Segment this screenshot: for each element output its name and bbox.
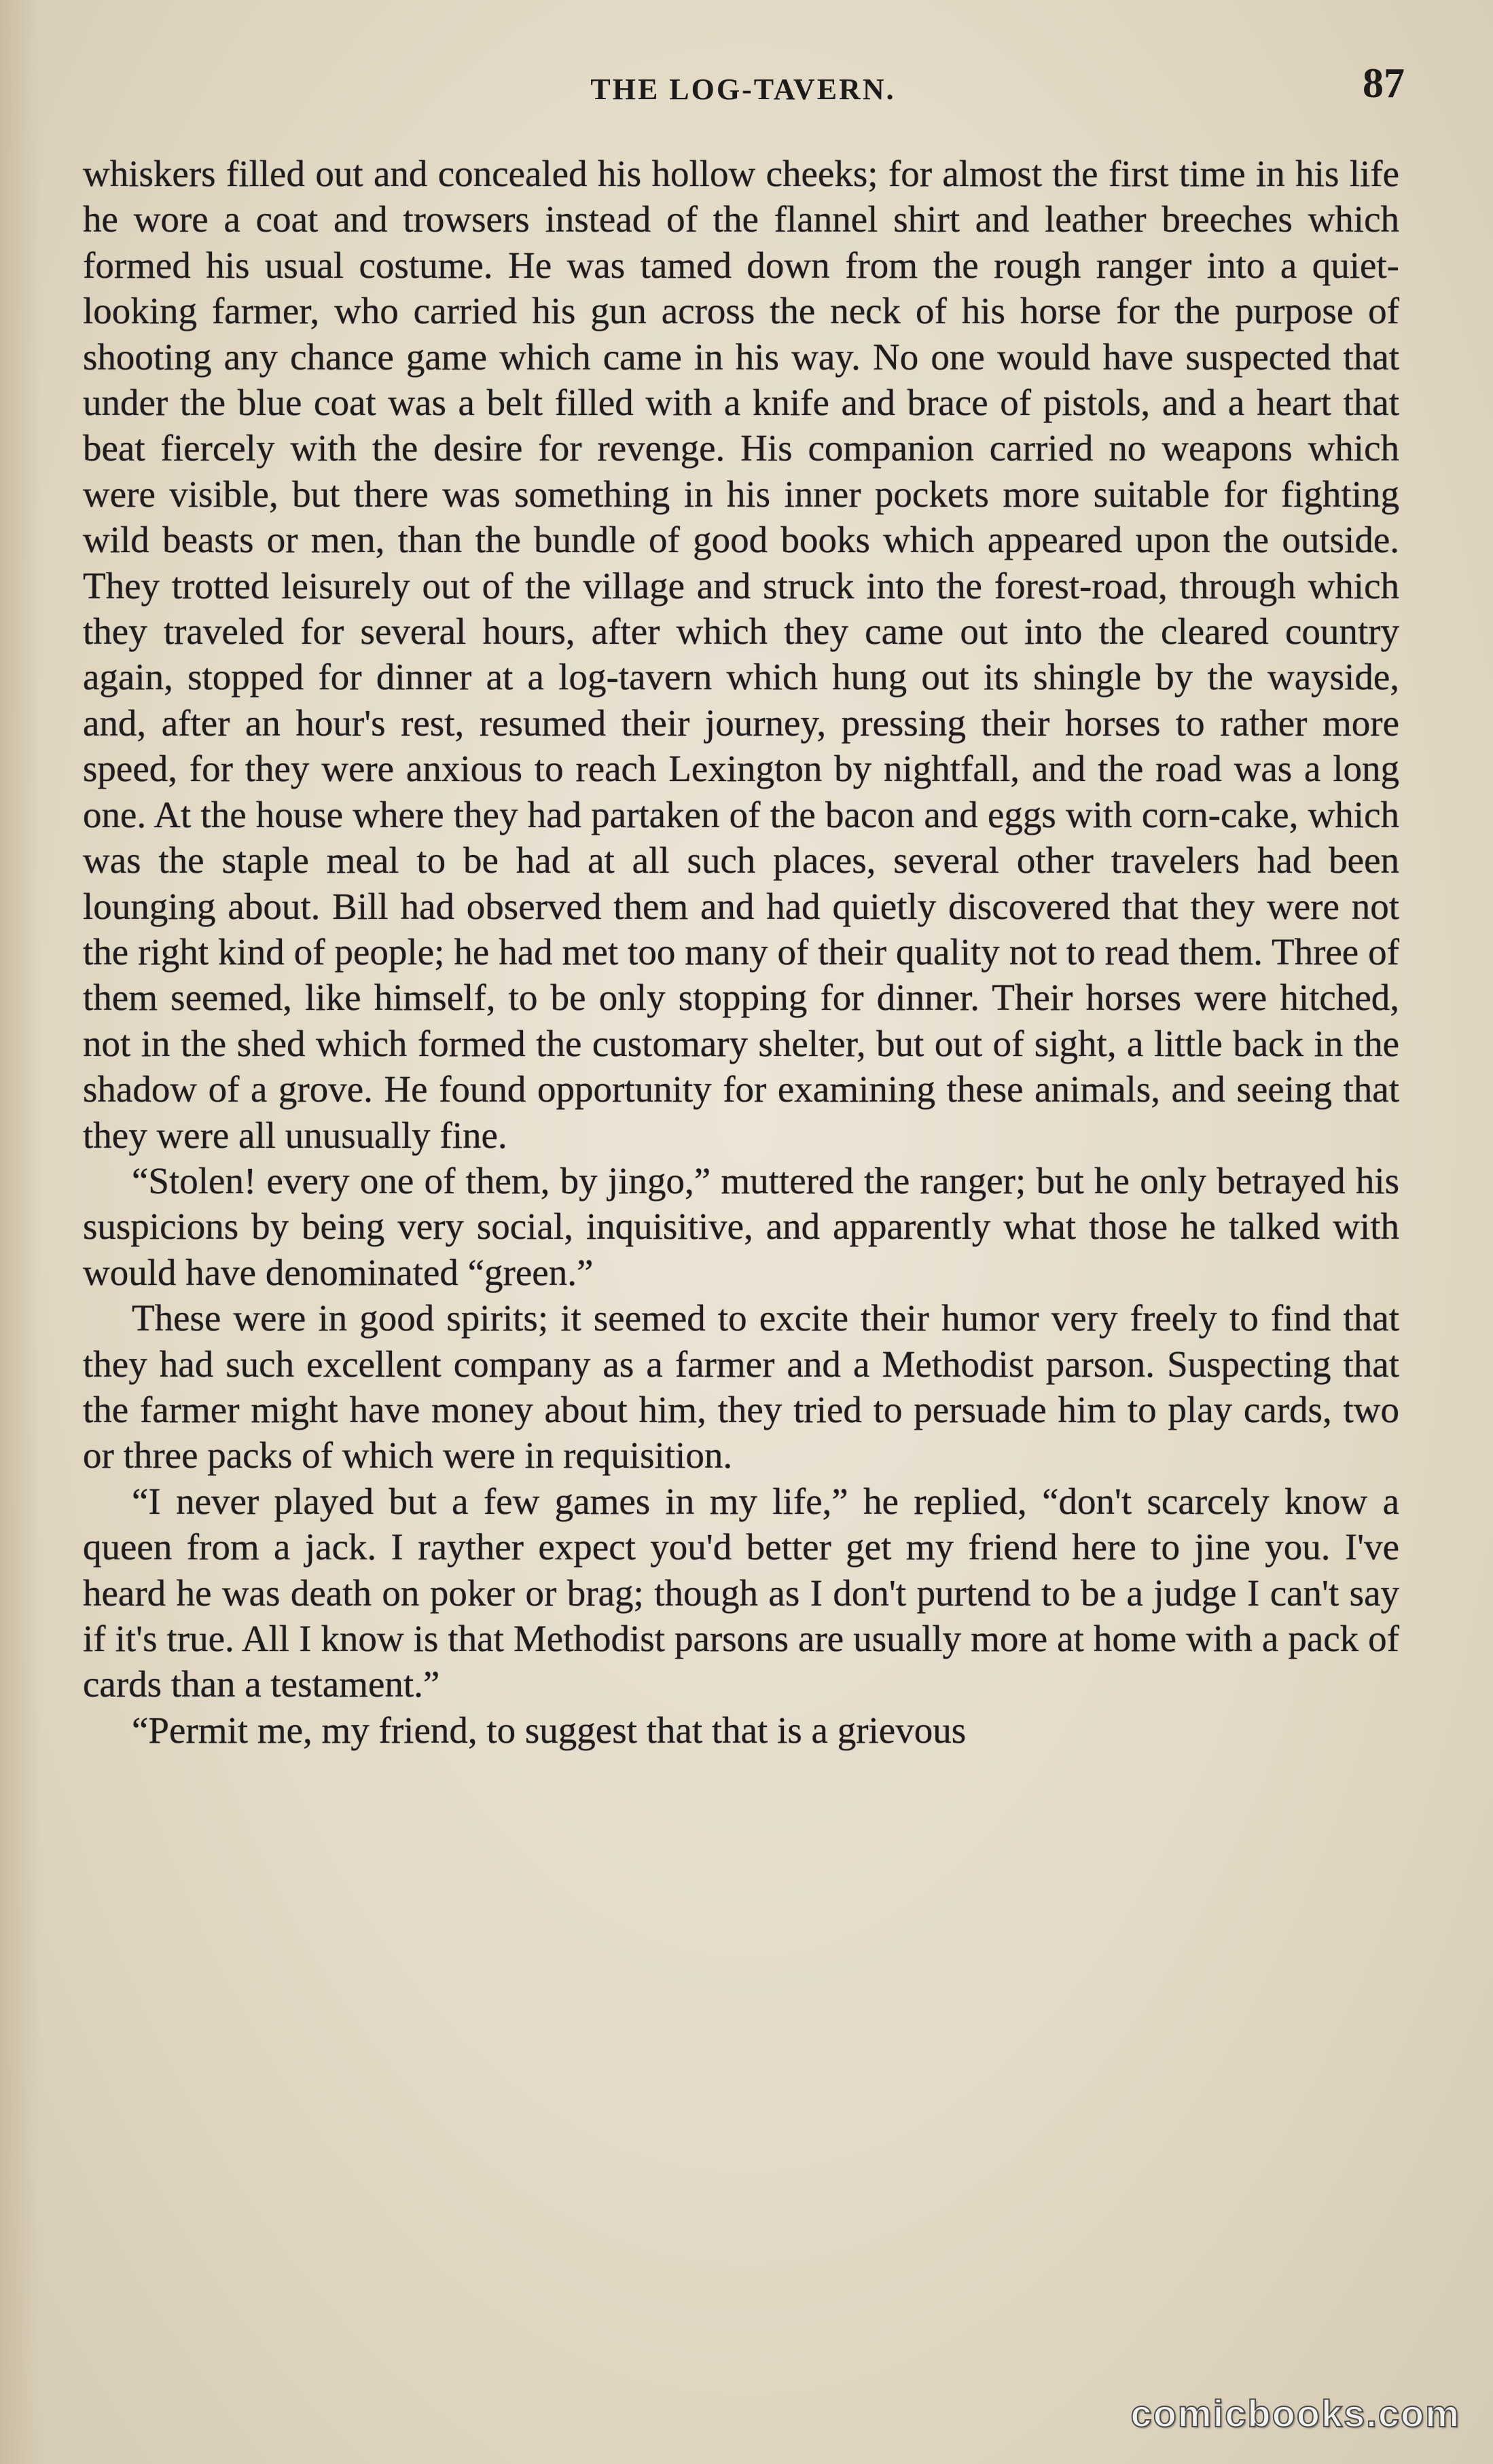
body-text bbox=[83, 151, 1399, 1753]
paragraph: These were in good spirits; it seemed to excite their humor very freely to find that they had such excellent company as a farmer and a Methodist parson. Suspecting that the farmer might have money about him, they tried to persuade him to play cards, two or three packs of which were in requisition. bbox=[83, 1297, 1399, 1476]
paragraph: “I never played but a few games in my life,” he replied, “don't scarcely know a queen from a jack. I rayther expect you'd better get my friend here to jine you. I've heard he was death on poker or brag; though as I don't purtend to be a judge I can't say if it's true. All I know is that Methodist parsons are usually more at home with a pack of cards than a testament.” bbox=[83, 1480, 1399, 1705]
paragraph: whiskers filled out and concealed his hollow cheeks; for almost the first time in his life he wore a coat and trowsers instead of the flannel shirt and leather breeches which formed his usual costume. He was tamed down from the rough ranger into a quiet-looking farmer, who carried his gun across the neck of his horse for the purpose of shooting any chance game which came in his way. No one would have suspected that under the blue coat was a belt filled with a knife and brace of pistols, and a heart that beat fiercely with the desire for revenge. His companion carried no weapons which were visible, but there was something in his inner pockets more suitable for fighting wild beasts or men, than the bundle of good books which appeared upon the outside. They trotted leisurely out of the village and struck into the forest-road, through which they traveled for several hours, after which they came out into the cleared country again, stopped for dinner at a log-tavern which hung out its shingle by the wayside, and, after an hour's rest, resumed their journey, pressing their horses to rather more speed, for they were anxious to reach Lexington by nightfall, and the road was a long one. At the house where they had partaken of the bacon and eggs with corn-cake, which was the staple meal to be had at all such places, several other travelers had been lounging about. Bill had observed them and had quietly discovered that they were not the right kind of people; he had met too many of their quality not to read them. Three of them seemed, like himself, to be only stopping for dinner. Their horses were hitched, not in the shed which formed the customary shelter, but out of sight, a little back in the shadow of a grove. He found opportunity for examining these animals, and seeing that they were all unusually fine. bbox=[83, 153, 1399, 1156]
paragraph: “Permit me, my friend, to suggest that that is a grievous bbox=[132, 1709, 967, 1751]
watermark: comicbooks.com bbox=[1130, 2392, 1460, 2435]
running-title: THE LOG-TAVERN. bbox=[590, 73, 896, 106]
page-number: 87 bbox=[1363, 60, 1405, 107]
paragraph: “Stolen! every one of them, by jingo,” muttered the ranger; but he only betrayed his suspicions by being very social, inquisitive, and apparently what those he talked with would have denominated “green.” bbox=[83, 1159, 1399, 1293]
running-head bbox=[82, 60, 1405, 114]
